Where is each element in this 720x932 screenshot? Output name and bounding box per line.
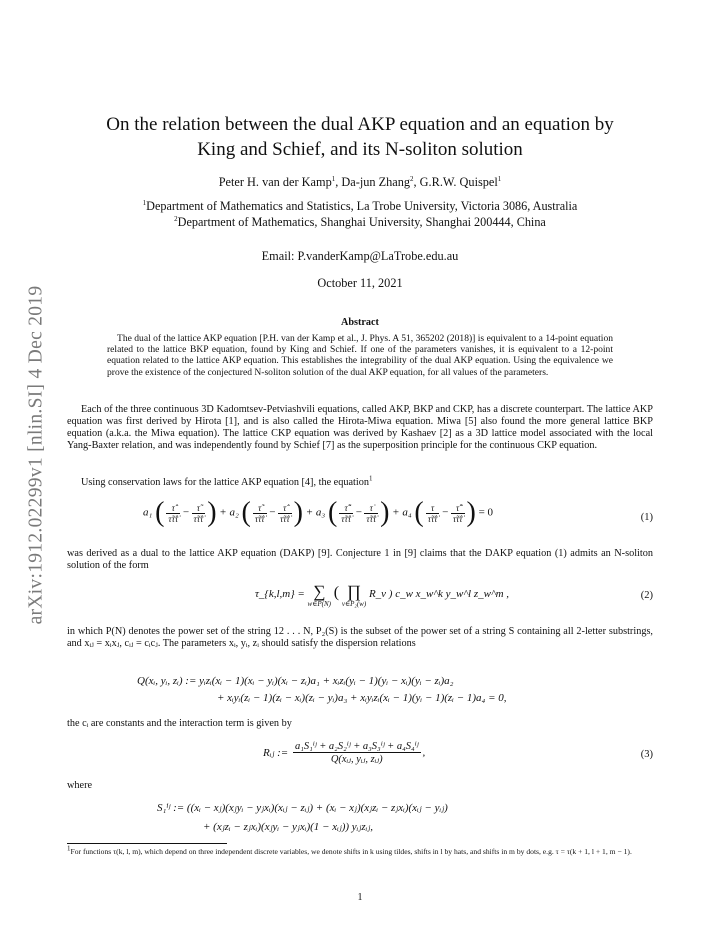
dakp-paragraph: was derived as a dual to the lattice AKP equation (DAKP) [9]. Conjecture 1 in [9] claims that the DAKP equation (1) admits an N-soliton solution of the form bbox=[67, 548, 653, 572]
affiliations bbox=[67, 198, 653, 230]
eq2-sum-symbol: ∑ bbox=[313, 582, 326, 601]
dispersion-relation bbox=[67, 675, 653, 711]
eq3-fraction bbox=[293, 740, 421, 765]
equation-2 bbox=[67, 582, 653, 618]
intro-paragraph: Each of the three continuous 3D Kadomtsev-Petviashvili equations, called AKP, BKP and CKP, has a discrete counterpart. The lattice AKP equation was first derived by Hirota [1], and is also called the Hirota-Miwa equation. Miwa [5] also found the more general lattice BKP equation (a.k.a. the Miwa equation). The lattice CKP equation was derived by Kashaev [2] as a 3D lattice model associated with the local Yang-Baxter relation, and was independently found by Schief [7] as the superposition principle for the continuous CKP equation. bbox=[67, 404, 653, 452]
footnote-1-text: For functions τ(k, l, m), which depend on three independent discrete variables, we denote shifts in k using tildes, shifts in l by hats, and shifts in m by dots, e.g. τ = τ(k + 1, l + 1, m − 1). bbox=[70, 847, 632, 856]
author-list bbox=[67, 175, 653, 190]
equation-3 bbox=[67, 738, 653, 776]
page-number: 1 bbox=[357, 892, 363, 903]
equation-1-body: a₁ ( $\frac{\taû̇}{\taũ\taû\tau̇}$ − $\frac{\taũ̇}{\taũ\taû\tau̇}$ ) + a₂ ( $\frac{\taũ̇}{\taũ\taû\tau̇}$ − $\frac{\taû̇}{\taũ\taû\tau̇}$ ) + a₃ ( $\frac{\taũ̂}{\taũ\taû\tau̇}$ − $\frac{\tau̇}{\taũ\taû\tau̇}$ ) + a₄ ( $\frac{\tau}{\taũ\taû\tau̇}$ − $\frac{\taũ̂̇}{\taũ\taû\tau̇}$ ) = 0 bbox=[143, 497, 494, 528]
eq3-lhs: Rᵢⱼ := bbox=[263, 747, 289, 759]
footnote-1 bbox=[67, 844, 653, 856]
paper-page bbox=[67, 0, 653, 932]
arxiv-side-identifier bbox=[6, 255, 66, 655]
affiliation-2-text: Department of Mathematics, Shanghai University, Shanghai 200444, China bbox=[177, 215, 546, 229]
equation-2-number: (2) bbox=[640, 590, 653, 601]
dispersion-line-2: + xᵢyᵢ(zᵢ − 1)(zᵢ − xᵢ)(zᵢ − yᵢ)a₃ + xᵢyᵢzᵢ(xᵢ − 1)(yᵢ − 1)(zᵢ − 1)a₄ = 0, bbox=[217, 692, 507, 704]
eq2-sum bbox=[308, 584, 331, 608]
author-2-affil-mark: 2 bbox=[410, 174, 414, 183]
eq1-rhs: = 0 bbox=[478, 506, 494, 519]
equation-3-number: (3) bbox=[640, 749, 653, 760]
affiliation-1 bbox=[67, 198, 653, 214]
author-1: Peter H. van der Kamp bbox=[218, 175, 332, 189]
interaction-term-sentence: the cᵢ are constants and the interaction term is given by bbox=[67, 718, 292, 729]
eq3-denominator: Q(xᵢⱼ, yᵢⱼ, zᵢⱼ) bbox=[330, 754, 383, 765]
footnote-1-mark: 1 bbox=[67, 844, 71, 853]
affiliation-2 bbox=[67, 214, 653, 230]
dispersion-line-1: Q(xᵢ, yᵢ, zᵢ) := yᵢzᵢ(xᵢ − 1)(xᵢ − yᵢ)(xᵢ − zᵢ)a₁ + xᵢzᵢ(yᵢ − 1)(yᵢ − xᵢ)(yᵢ − zᵢ)a₂ bbox=[137, 675, 454, 687]
eq1-coef-a4: + a₄ bbox=[392, 506, 412, 519]
equation-1 bbox=[67, 497, 653, 543]
affiliation-1-mark: 1 bbox=[142, 198, 147, 207]
paper-title bbox=[67, 112, 653, 162]
conservation-laws-sentence bbox=[67, 474, 653, 489]
arxiv-id-text: arXiv:1912.02299v1 [nlin.SI] 4 Dec 2019 bbox=[25, 285, 47, 625]
conservation-laws-text: Using conservation laws for the lattice AKP equation [4], the equation bbox=[81, 477, 369, 488]
author-2: , Da-jun Zhang bbox=[335, 175, 411, 189]
eq1-coef-a2: + a₂ bbox=[219, 506, 239, 519]
eq2-sum-index: w∈P(N) bbox=[307, 600, 332, 608]
eq2-rest: R_v ) c_w x_w^k y_w^l z_w^m , bbox=[368, 588, 510, 600]
footnote-rule bbox=[67, 843, 227, 844]
footnote-1-ref: 1 bbox=[368, 474, 373, 483]
s1-line-2: + (xⱼzᵢ − zⱼxᵢ)(xⱼyᵢ − yⱼxᵢ)(1 − xᵢⱼ)) yᵢⱼzᵢⱼ, bbox=[203, 821, 374, 833]
abstract-heading: Abstract bbox=[341, 317, 379, 328]
author-3-affil-mark: 1 bbox=[497, 174, 502, 183]
affiliation-2-mark: 2 bbox=[174, 214, 178, 223]
title-line-1: On the relation between the dual AKP equation and an equation by bbox=[106, 114, 614, 135]
contact-email: Email: P.vanderKamp@LaTrobe.edu.au bbox=[261, 249, 459, 263]
s1-line-1: S₁ⁱʲ := ((xᵢ − xⱼ)(xⱼyᵢ − yⱼxᵢ)(xᵢⱼ − zᵢⱼ) + (xᵢ − xⱼ)(xⱼzᵢ − zⱼxᵢ)(xᵢⱼ − yᵢⱼ) bbox=[157, 802, 448, 814]
eq2-product bbox=[342, 584, 366, 608]
eq3-tail: , bbox=[422, 746, 426, 759]
eq2-product-symbol: ∏ bbox=[347, 582, 362, 601]
paper-date: October 11, 2021 bbox=[317, 276, 403, 290]
equation-3-body bbox=[263, 740, 425, 765]
power-set-paragraph: in which P(N) denotes the power set of the string 12 . . . N, P₂(S) is the subset of the power set of a string S containing all 2-letter substrings, and xᵢⱼ = xᵢxⱼ, cᵢⱼ = cᵢcⱼ. The parameters xᵢ, yᵢ, zᵢ should satisfy the dispersion relations bbox=[67, 626, 653, 650]
abstract-text: The dual of the lattice AKP equation [P.H. van der Kamp et al., J. Phys. A 51, 365202 (2018)] is equivalent to a 14-point equation related to the lattice BKP equation, found by King and Schief. If one of the parameters vanishes, it is equivalent to a 12-point equation related to the lattice AKP equation. This establishes the integrability of the dual AKP equation. Using the equivalence we prove the existence of the conjectured N-soliton solution of the dual AKP equation, for all values of the parameters. bbox=[107, 333, 613, 378]
eq1-coef-a3: + a₃ bbox=[305, 506, 326, 519]
eq1-coef-a1: a₁ bbox=[143, 506, 153, 519]
s1-definition bbox=[67, 801, 653, 837]
equation-2-body: τ_{k,l,m} = ∑ w∈P(N) ( ∏ v∈P₂(w) R_v ) c_w x_w^k y_w^l z_w^m , bbox=[255, 582, 510, 608]
author-3: , G.R.W. Quispel bbox=[413, 175, 498, 189]
author-1-affil-mark: 1 bbox=[331, 174, 336, 183]
equation-1-number: (1) bbox=[640, 512, 653, 523]
eq2-product-index: v∈P₂(w) bbox=[341, 600, 367, 608]
where-label: where bbox=[67, 780, 93, 791]
eq3-numerator: a₁S₁ⁱʲ + a₂S₂ⁱʲ + a₃S₃ⁱʲ + a₄S₄ⁱʲ bbox=[294, 741, 419, 752]
affiliation-1-text: Department of Mathematics and Statistics, La Trobe University, Victoria 3086, Australia bbox=[146, 199, 578, 213]
eq2-lhs: τ_{k,l,m} = bbox=[255, 588, 305, 600]
title-line-2: King and Schief, and its N-soliton solution bbox=[197, 139, 523, 160]
